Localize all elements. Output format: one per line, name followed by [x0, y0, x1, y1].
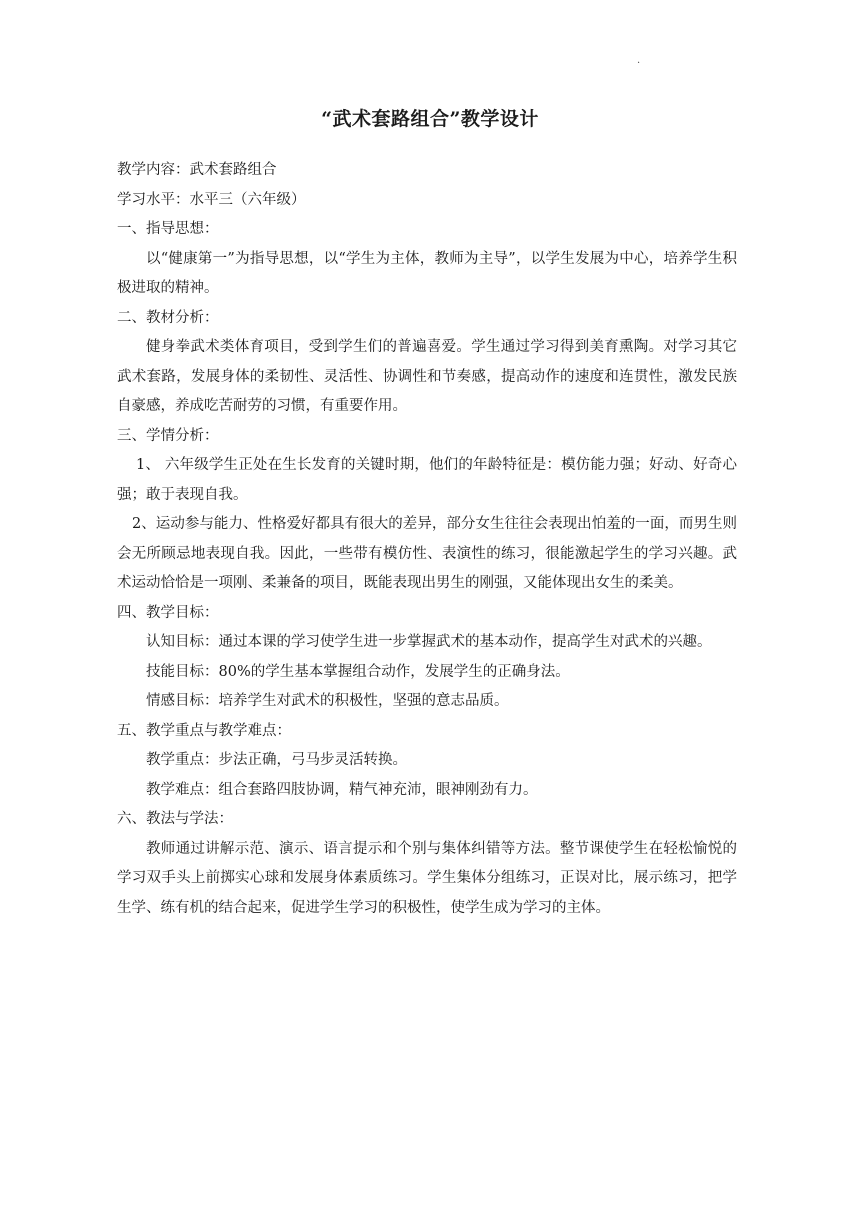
document-body: [117, 156, 737, 923]
section-heading-material-analysis: 二、教材分析：: [117, 309, 219, 326]
section-heading-guiding-idea: 一、指导思想：: [117, 221, 219, 237]
teaching-content-line: 教学内容：武术套路组合: [117, 162, 277, 178]
student-analysis-item-2: 2、运动参与能力、性格爱好都具有很大的差异，部分女生往往会表现出怕羞的一面，而男生则会无所顾忌地表现自我。因此，一些带有模仿性、表演性的练习，很能激起学生的学习兴趣。武术运动恰恰是一项刚、柔兼备的项目，既能表现出男生的刚强，又能体现出女生的柔美。: [117, 516, 737, 591]
section-heading-methods: 六、教法与学法：: [117, 811, 233, 827]
document-title: “武术套路组合”教学设计: [321, 108, 539, 130]
header-mark: ·: [637, 58, 641, 69]
cognitive-goal: 认知目标：通过本课的学习使学生进一步掌握武术的基本动作，提高学生对武术的兴趣。: [146, 634, 712, 650]
student-analysis-item-1: 1、 六年级学生正处在生长发育的关键时期，他们的年龄特征是：模仿能力强；好动、好奇心强；敢于表现自我。: [117, 457, 737, 503]
methods-paragraph: 教师通过讲解示范、演示、语言提示和个别与集体纠错等方法。整节课使学生在轻松愉悦的学习双手头上前掷实心球和发展身体素质练习。学生集体分组练习，正误对比，展示练习，把学生学、练有机的结合起来，促进学生学习的积极性，使学生成为学习的主体。: [117, 840, 737, 916]
guiding-idea-paragraph: 以“健康第一”为指导思想，以“学生为主体，教师为主导”，以学生发展为中心，培养学生积极进取的精神。: [117, 250, 737, 296]
material-analysis-paragraph: 健身拳武术类体育项目，受到学生们的普遍喜爱。学生通过学习得到美育熏陶。对学习其它武术套路，发展身体的柔韧性、灵活性、协调性和节奏感，提高动作的速度和连贯性，激发民族自豪感，养成吃苦耐劳的习惯，有重要作用。: [117, 339, 737, 414]
key-point: 教学重点：步法正确，弓马步灵活转换。: [146, 752, 407, 768]
section-heading-teaching-goals: 四、教学目标：: [117, 604, 219, 621]
section-heading-student-analysis: 三、学情分析：: [117, 427, 219, 444]
emotional-goal: 情感目标：培养学生对武术的积极性，坚强的意志品质。: [146, 693, 509, 709]
difficult-point: 教学难点：组合套路四肢协调，精气神充沛，眼神刚劲有力。: [146, 781, 538, 798]
section-heading-key-points: 五、教学重点与教学难点：: [117, 722, 291, 739]
learning-level-line: 学习水平：水平三（六年级）: [117, 191, 306, 208]
skill-goal: 技能目标：80%的学生基本掌握组合动作，发展学生的正确身法。: [146, 663, 570, 680]
